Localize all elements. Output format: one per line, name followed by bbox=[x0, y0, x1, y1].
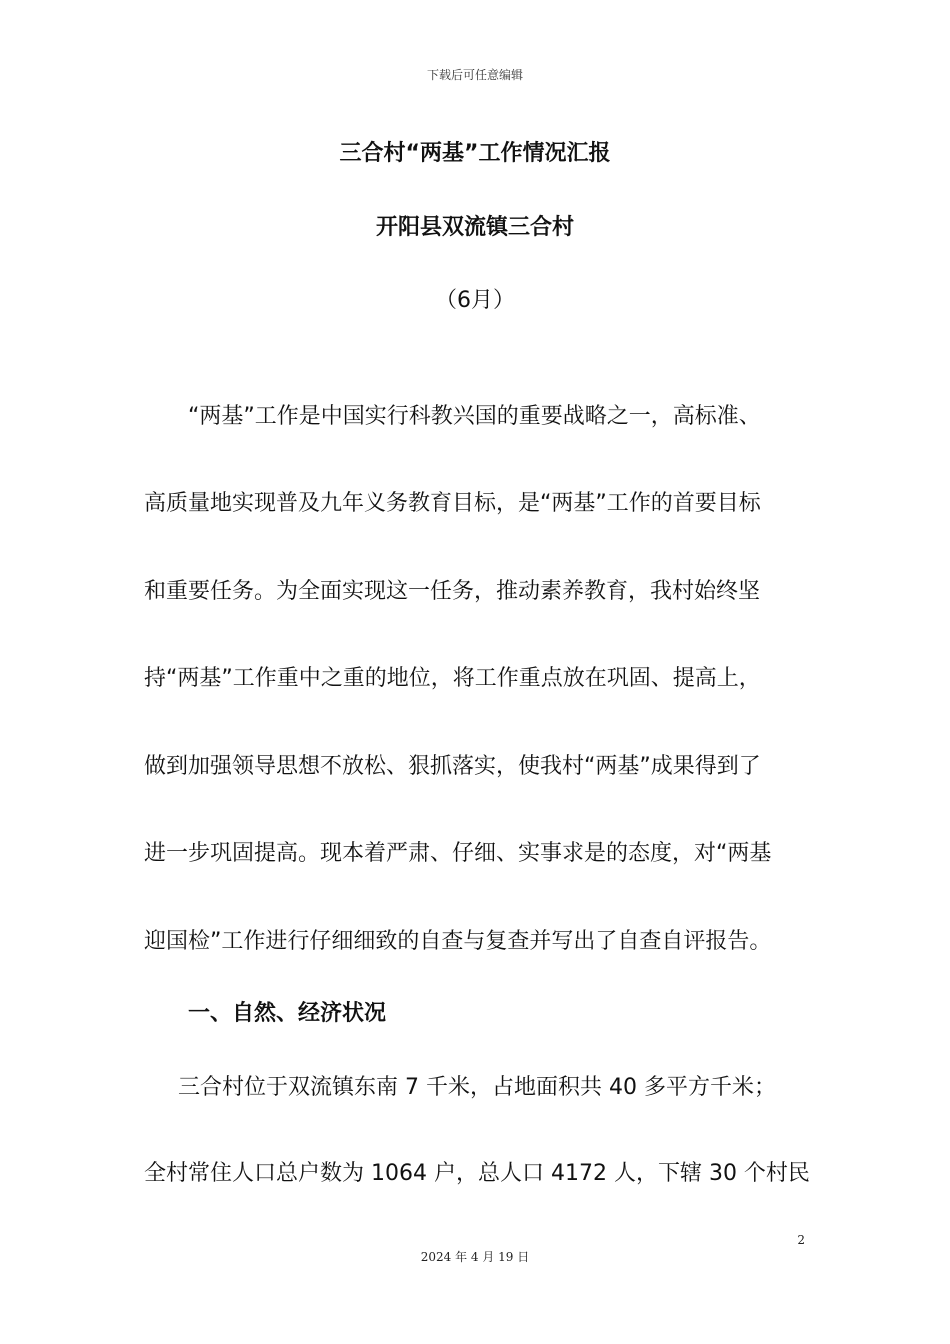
paragraph-line: 进一步巩固提高。现本着严肃、仔细、实事求是的态度，对“两基 bbox=[144, 841, 772, 866]
section-heading: 一、自然、经济状况 bbox=[188, 1001, 387, 1026]
document-title: 三合村“两基”工作情况汇报 bbox=[339, 141, 611, 166]
paragraph-line: “两基”工作是中国实行科教兴国的重要战略之一，高标准、 bbox=[188, 404, 761, 429]
footer-date: 2024 年 4 月 19 日 bbox=[420, 1250, 530, 1264]
document-organization: 开阳县双流镇三合村 bbox=[375, 215, 574, 240]
paragraph-line: 持“两基”工作重中之重的地位，将工作重点放在巩固、提高上， bbox=[144, 666, 761, 691]
paragraph-line: 迎国检”工作进行仔细细致的自查与复查并写出了自查自评报告。 bbox=[144, 929, 772, 954]
document-date: （6月） bbox=[435, 288, 515, 313]
paragraph-line: 三合村位于双流镇东南 7 千米，占地面积共 40 多平方千米； bbox=[178, 1075, 776, 1100]
header-note: 下载后可任意编辑 bbox=[426, 68, 523, 82]
page-number: 2 bbox=[797, 1233, 805, 1247]
paragraph-line: 做到加强领导思想不放松、狠抓落实，使我村“两基”成果得到了 bbox=[144, 754, 761, 779]
paragraph-line: 和重要任务。为全面实现这一任务，推动素养教育，我村始终坚 bbox=[144, 579, 761, 604]
paragraph-line: 高质量地实现普及九年义务教育目标，是“两基”工作的首要目标 bbox=[144, 491, 761, 516]
paragraph-line: 全村常住人口总户数为 1064 户，总人口 4172 人，下辖 30 个村民 bbox=[144, 1161, 810, 1186]
